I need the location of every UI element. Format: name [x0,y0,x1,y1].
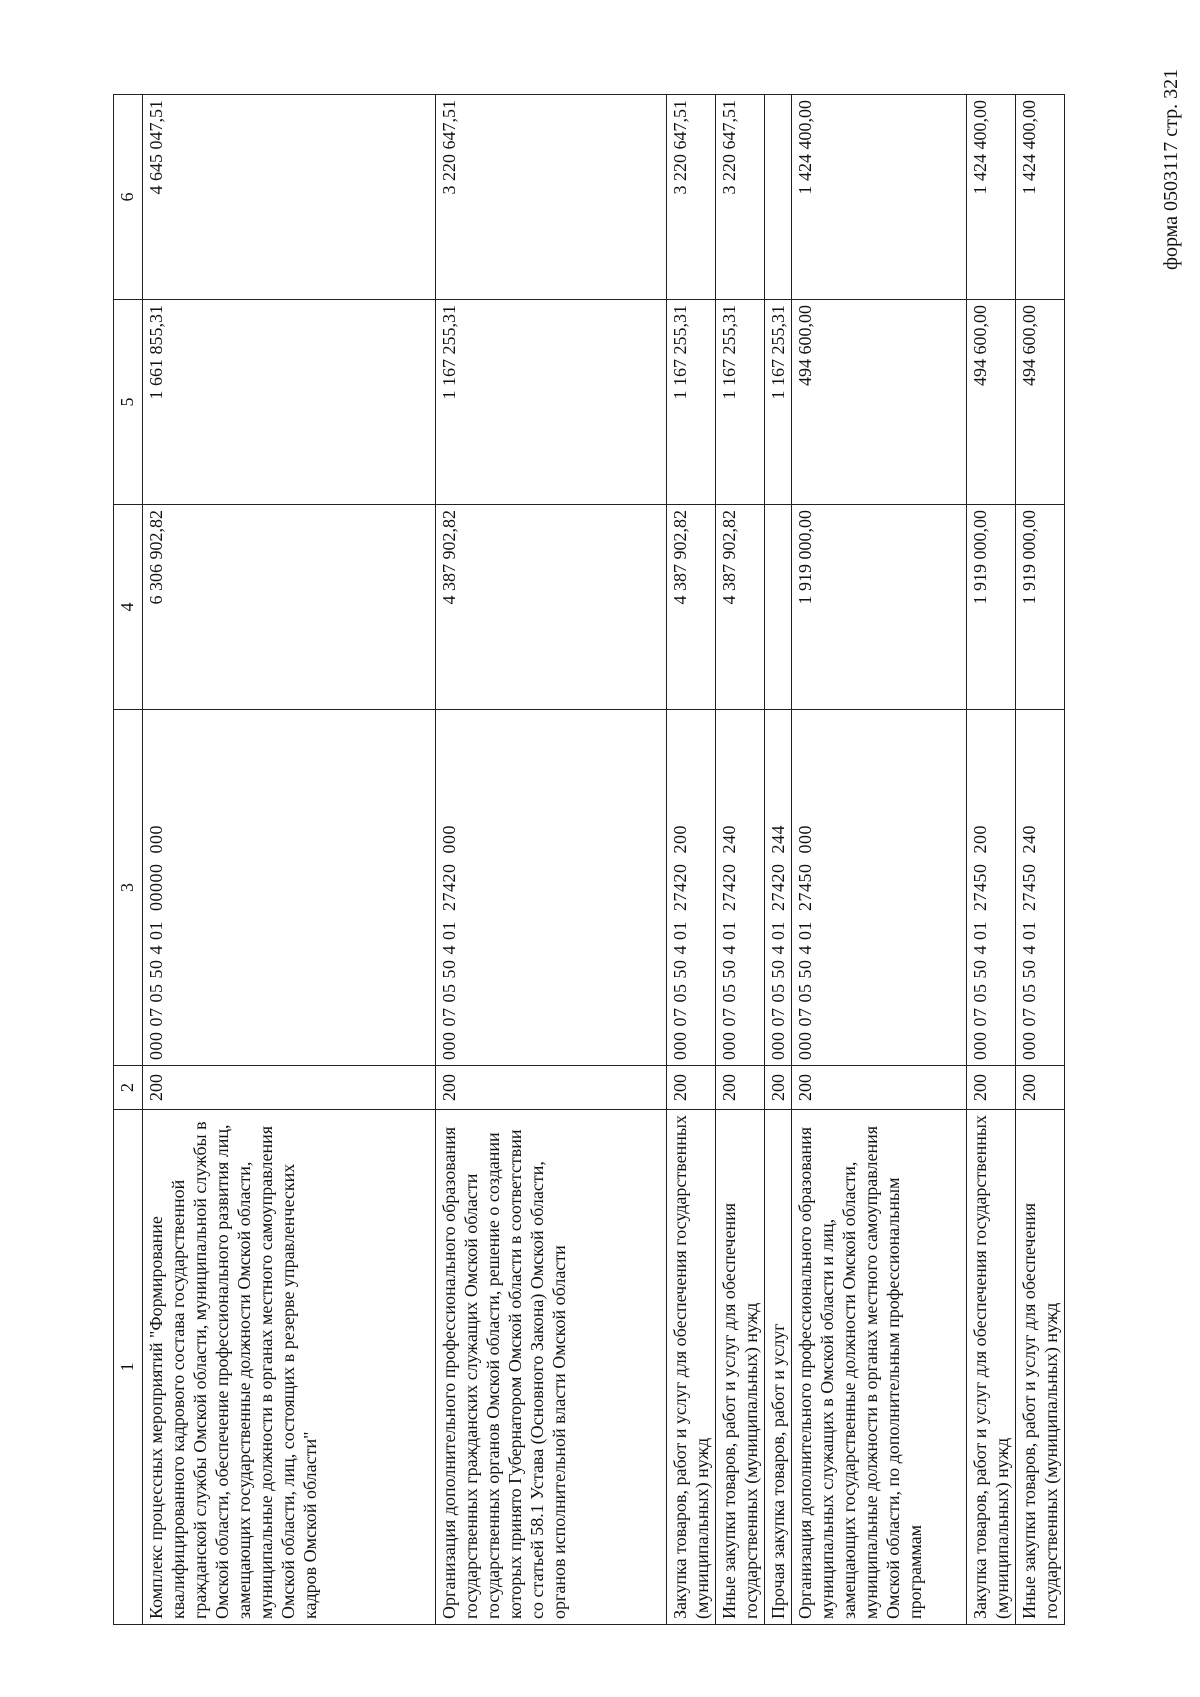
row-budget-code: 000 07 05 50 4 01 27420 244 [765,710,792,1066]
col-header-3: 3 [114,710,143,1066]
col-header-2: 2 [114,1066,143,1110]
row-line-code: 200 [716,1066,765,1110]
table-row [765,95,792,1625]
row-budget-code: 000 07 05 50 4 01 27420 200 [667,710,716,1066]
row-name: Иные закупки товаров, работ и услуг для обеспечения государственных (муниципальных) нужд [1016,1110,1065,1625]
row-name: Прочая закупка товаров, работ и услуг [765,1110,792,1625]
row-line-code: 200 [143,1066,436,1110]
table-row [436,95,667,1625]
table-row [716,95,765,1625]
row-executed: 494 600,00 [1016,300,1065,505]
row-name: Организация дополнительного профессионального образования государственных гражданских служащих Омской области государственных органов Омской области, решение о создании которых принято Губернатором Омской области в соответствии со статьей 58.1 Устава (Основного Закона) Омской области, органов исполнительной власти Омской области [436,1110,667,1625]
row-unexecuted: 1 424 400,00 [792,95,967,300]
row-line-code: 200 [792,1066,967,1110]
table-row [967,95,1016,1625]
table-row [143,95,436,1625]
row-approved [765,505,792,710]
row-approved: 1 919 000,00 [792,505,967,710]
row-unexecuted: 4 645 047,51 [143,95,436,300]
row-executed: 1 661 855,31 [143,300,436,505]
row-approved: 4 387 902,82 [716,505,765,710]
col-header-6: 6 [114,95,143,300]
row-unexecuted: 3 220 647,51 [667,95,716,300]
row-executed: 494 600,00 [792,300,967,505]
row-line-code: 200 [436,1066,667,1110]
row-unexecuted: 3 220 647,51 [716,95,765,300]
header-row [114,95,143,1625]
row-approved: 1 919 000,00 [1016,505,1065,710]
row-unexecuted [765,95,792,300]
row-approved: 1 919 000,00 [967,505,1016,710]
row-name: Закупка товаров, работ и услуг для обеспечения государственных (муниципальных) нужд [667,1110,716,1625]
row-line-code: 200 [967,1066,1016,1110]
form-page-label: форма 0503117 стр. 321 [1160,68,1182,270]
row-executed: 1 167 255,31 [765,300,792,505]
row-approved: 4 387 902,82 [436,505,667,710]
row-executed: 494 600,00 [967,300,1016,505]
row-name: Комплекс процессных мероприятий "Формирование квалифицированного кадрового состава государственной гражданской службы Омской области, муниципальной службы в Омской области, обеспечение профессионального развития лиц, замещающих государственные должности Омской области, муниципальные должности в органах местного самоуправления Омской области, лиц, состоящих в резерве управленческих кадров Омской области" [143,1110,436,1625]
col-header-1: 1 [114,1110,143,1625]
row-approved: 4 387 902,82 [667,505,716,710]
row-name: Закупка товаров, работ и услуг для обеспечения государственных (муниципальных) нужд [967,1110,1016,1625]
row-line-code: 200 [1016,1066,1065,1110]
table-row [667,95,716,1625]
row-unexecuted: 1 424 400,00 [967,95,1016,300]
row-approved: 6 306 902,82 [143,505,436,710]
row-unexecuted: 3 220 647,51 [436,95,667,300]
row-unexecuted: 1 424 400,00 [1016,95,1065,300]
row-budget-code: 000 07 05 50 4 01 00000 000 [143,710,436,1066]
rotated-page [113,95,1093,1625]
col-header-4: 4 [114,505,143,710]
col-header-5: 5 [114,300,143,505]
row-budget-code: 000 07 05 50 4 01 27450 000 [792,710,967,1066]
row-budget-code: 000 07 05 50 4 01 27450 200 [967,710,1016,1066]
row-line-code: 200 [765,1066,792,1110]
table-row [792,95,967,1625]
row-budget-code: 000 07 05 50 4 01 27420 000 [436,710,667,1066]
row-budget-code: 000 07 05 50 4 01 27450 240 [1016,710,1065,1066]
row-executed: 1 167 255,31 [667,300,716,505]
table-row [1016,95,1065,1625]
row-line-code: 200 [667,1066,716,1110]
row-executed: 1 167 255,31 [716,300,765,505]
row-name: Иные закупки товаров, работ и услуг для обеспечения государственных (муниципальных) нужд [716,1110,765,1625]
row-executed: 1 167 255,31 [436,300,667,505]
row-name: Организация дополнительного профессионального образования муниципальных служащих в Омской области и лиц, замещающих государственные должности Омской области, муниципальные должности в органах местного самоуправления Омской области, по дополнительным профессиональным программам [792,1110,967,1625]
row-budget-code: 000 07 05 50 4 01 27420 240 [716,710,765,1066]
budget-table [113,94,1065,1625]
